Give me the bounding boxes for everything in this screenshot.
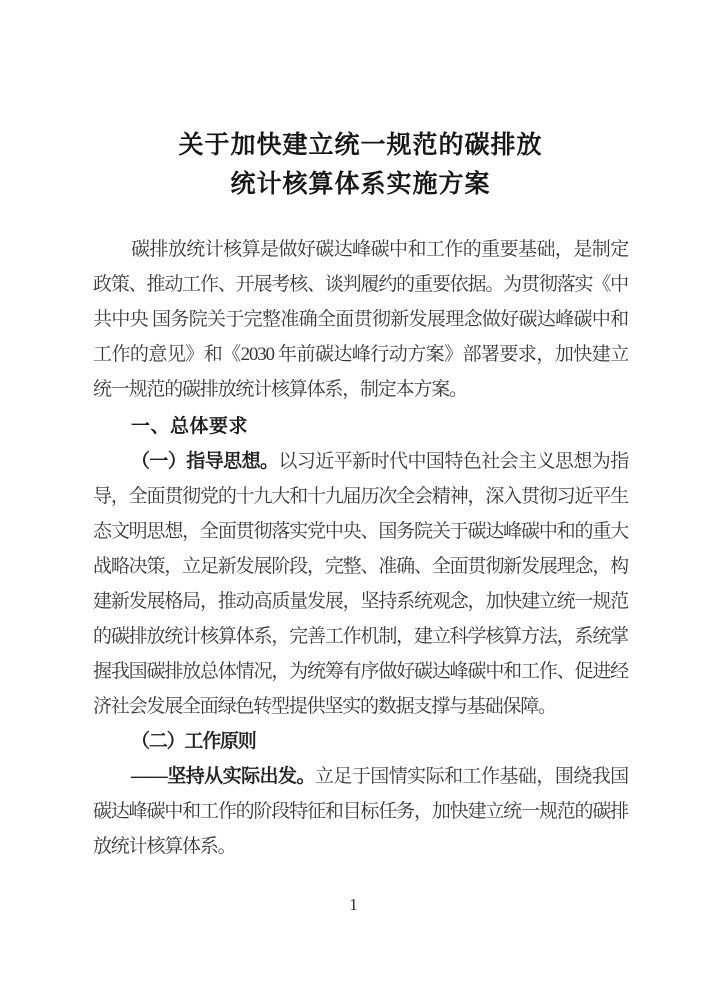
section-heading-overall-requirements: 一、总体要求 xyxy=(131,416,249,437)
paragraph-guiding-ideology-text: 以习近平新时代中国特色社会主义思想为指导，全面贯彻党的十九大和十九届历次全会精神，深入贯彻习近平生态文明思想，全面贯彻落实党中央、国务院关于碳达峰碳中和的重大战略决策，立足新发展阶段，完整、准确、全面贯彻新发展理念，构建新发展格局，推动高质量发展，坚持系统观念，加快建立统一规范的碳排放统计核算体系，完善工作机制，建立科学核算方法，系统掌握我国碳排放总体情况，为统筹有序做好碳达峰碳中和工作、促进经济社会发展全面绿色转型提供坚实的数据支撑与基础保障。 xyxy=(93,451,629,717)
document-title xyxy=(93,126,628,204)
paragraph-guiding-ideology xyxy=(93,444,628,724)
paragraph-intro: 碳排放统计核算是做好碳达峰碳中和工作的重要基础，是制定政策、推动工作、开展考核、谈判履约的重要依据。为贯彻落实《中共中央 国务院关于完整准确全面贯彻新发展理念做好碳达峰碳中和工作的意见》和《2030 年前碳达峰行动方案》部署要求，加快建立统一规范的碳排放统计核算体系，制定本方案。 xyxy=(93,239,628,400)
paragraph-guiding-ideology-lead: （一）指导思想。 xyxy=(131,451,279,472)
page-number: 1 xyxy=(349,895,358,914)
paragraph-work-principles-heading xyxy=(93,724,628,759)
title-line-2: 统计核算体系实施方案 xyxy=(230,170,491,198)
title-line-1: 关于加快建立统一规范的碳排放 xyxy=(178,131,543,159)
paragraph-proceed-from-reality-text: 立足于国情实际和工作基础，围绕我国碳达峰碳中和工作的阶段特征和目标任务，加快建立统一规范的碳排放统计核算体系。 xyxy=(93,766,628,857)
paragraph-proceed-from-reality xyxy=(93,759,628,864)
paragraph-work-principles-lead: （二）工作原则 xyxy=(131,731,256,752)
document-content xyxy=(93,0,628,864)
paragraph-proceed-from-reality-lead: ——坚持从实际出发。 xyxy=(131,766,315,787)
